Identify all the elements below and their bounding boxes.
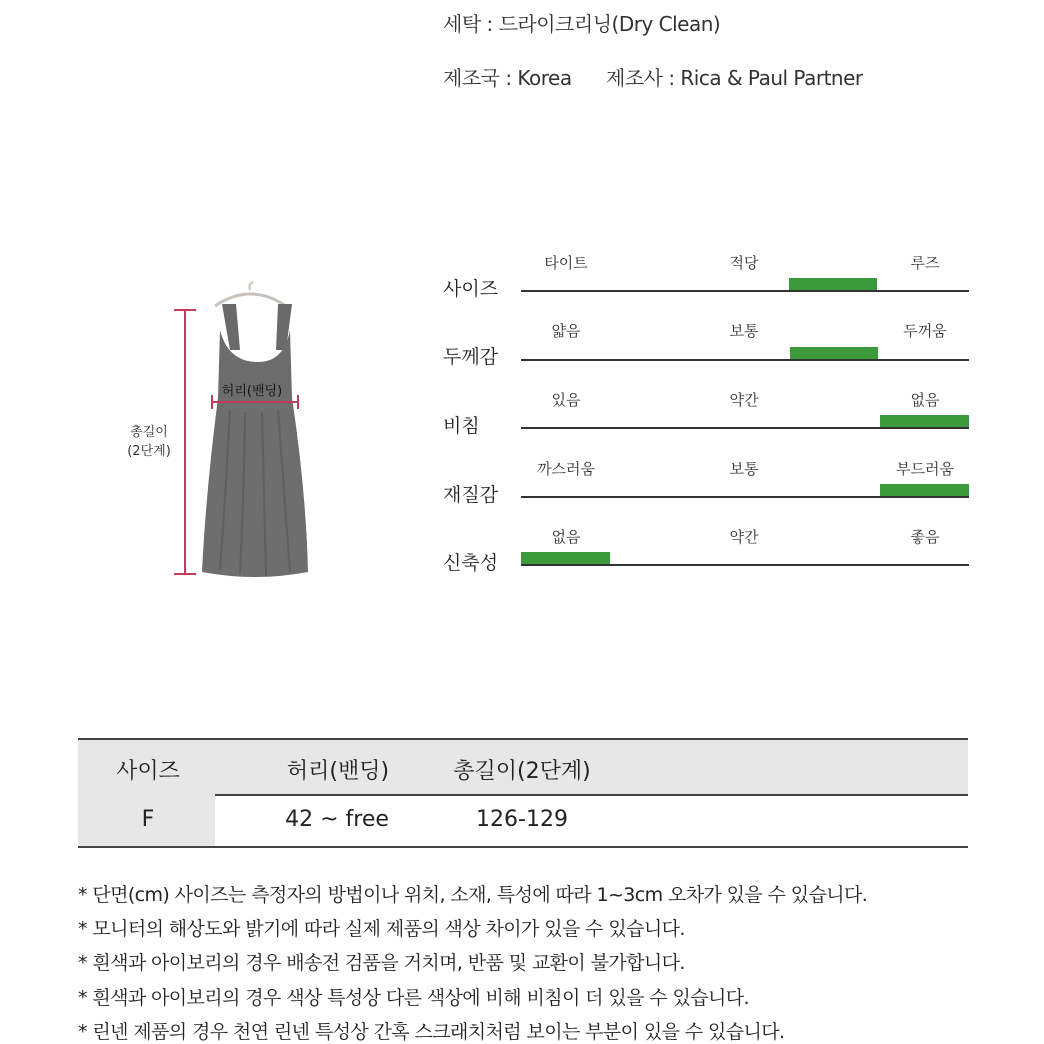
attr-label-texture: 재질감: [443, 484, 499, 506]
attr-label-thickness: 두께감: [443, 346, 499, 368]
scale-line: [521, 427, 969, 429]
scale-right-sheerness: 없음: [910, 391, 940, 409]
note-4: * 흰색과 아이보리의 경우 색상 특성상 다른 색상에 비해 비침이 더 있을 수 있습니다.: [78, 987, 749, 1009]
maker-info: 제조사 : Rica & Paul Partner: [606, 66, 863, 90]
dress-illustration: [150, 280, 360, 590]
note-1: * 단면(cm) 사이즈는 측정자의 방법이나 위치, 소재, 특성에 따라 1~3cm 오차가 있을 수 있습니다.: [78, 884, 868, 906]
size-table-header: [78, 738, 968, 796]
scale-left-stretch: 없음: [551, 528, 581, 546]
scale-level-bar: [789, 278, 877, 290]
scale-right-thickness: 두꺼움: [903, 322, 947, 340]
scale-mid-texture: 보통: [729, 460, 759, 478]
scale-line: [521, 290, 969, 292]
scale-mid-thickness: 보통: [729, 322, 759, 340]
scale-left-texture: 까스러움: [537, 460, 595, 478]
header-length: 총길이(2단계): [453, 759, 591, 784]
cell-waist: 42 ~ free: [285, 807, 389, 832]
scale-left-sheerness: 있음: [551, 391, 581, 409]
scale-mid-stretch: 약간: [729, 528, 759, 546]
scale-right-texture: 부드러움: [896, 460, 954, 478]
cell-size: F: [141, 807, 155, 832]
header-size: 사이즈: [116, 759, 180, 784]
note-5: * 린넨 제품의 경우 천연 린넨 특성상 간혹 스크래치처럼 보이는 부분이 있을 수 있습니다.: [78, 1021, 785, 1043]
scale-line: [521, 359, 969, 361]
scale-mid-sheerness: 약간: [729, 391, 759, 409]
scale-line: [521, 496, 969, 498]
waist-label: 허리(밴딩): [221, 384, 283, 399]
note-3: * 흰색과 아이보리의 경우 배송전 검품을 거치며, 반품 및 교환이 불가합니다.: [78, 952, 685, 974]
size-table-row: [78, 794, 968, 848]
scale-left-size: 타이트: [544, 254, 588, 272]
country-info: 제조국 : Korea: [443, 66, 572, 90]
scale-level-bar: [521, 552, 610, 564]
scale-level-bar: [880, 484, 969, 496]
attr-label-sheerness: 비침: [443, 415, 480, 437]
attr-label-size: 사이즈: [443, 278, 499, 300]
cell-length: 126-129: [476, 807, 568, 832]
scale-left-thickness: 얇음: [551, 322, 581, 340]
scale-level-bar: [790, 347, 878, 359]
length-label-step: (2단계): [127, 444, 171, 459]
length-label: 총길이: [130, 425, 168, 440]
dress-image: [150, 280, 360, 590]
scale-line: [521, 564, 969, 566]
header-waist: 허리(밴딩): [286, 759, 390, 784]
scale-right-stretch: 좋음: [910, 528, 940, 546]
washing-info: 세탁 : 드라이크리닝(Dry Clean): [443, 12, 721, 36]
attr-label-stretch: 신축성: [443, 552, 499, 574]
note-2: * 모니터의 해상도와 밝기에 따라 실제 제품의 색상 차이가 있을 수 있습니다.: [78, 918, 685, 940]
scale-right-size: 루즈: [910, 254, 940, 272]
scale-level-bar: [880, 415, 969, 427]
scale-mid-size: 적당: [729, 254, 759, 272]
